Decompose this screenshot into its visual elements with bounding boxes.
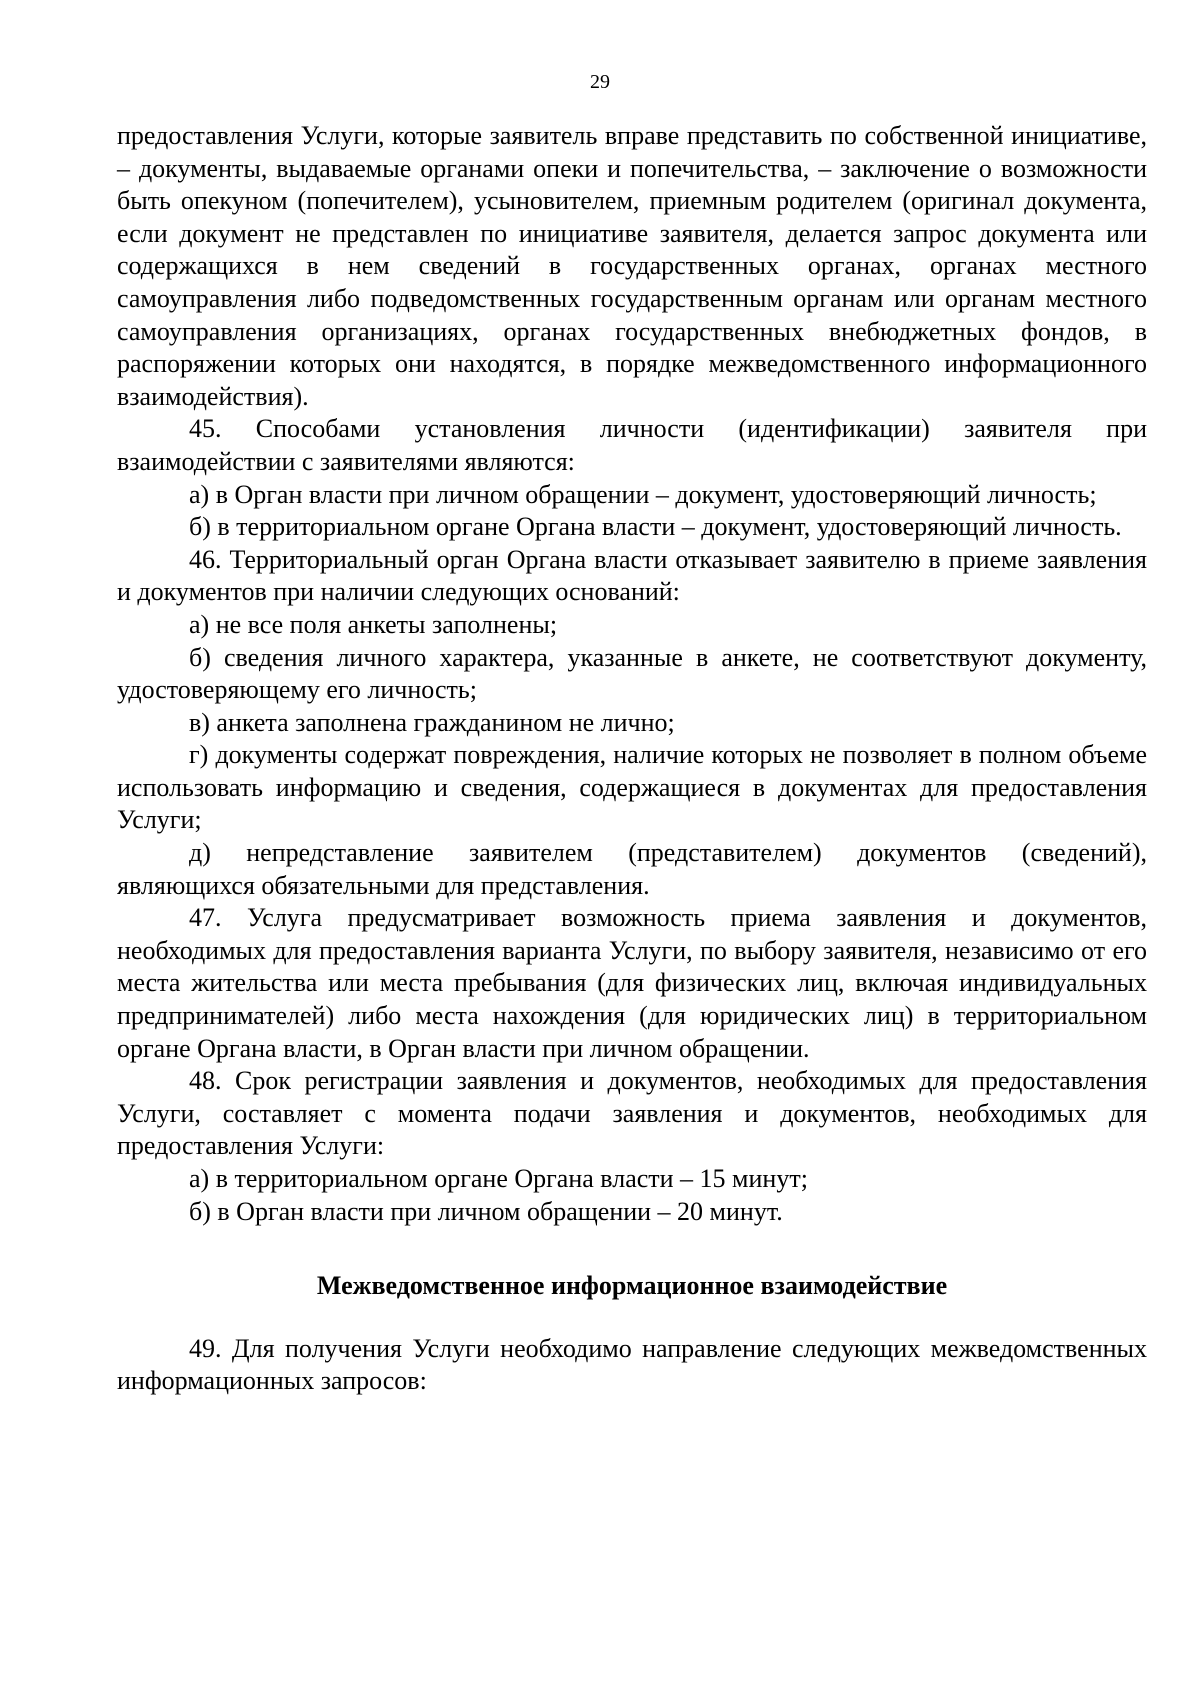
paragraph-continuation: предоставления Услуги, которые заявитель вправе представить по собственной инициативе, – документы, выдаваемые органами опеки и попечительства, – заключение о возможности быть опекуном (попечителем), усыновителем, приемным родителем (оригинал документа, если документ не представлен по инициативе заявителя, делается запрос документа или содержащихся в нем сведений в государственных органах, органах местного самоуправления либо подведомственных государственным органам или органам местного самоуправления организациях, органах государственных внебюджетных фондов, в распоряжении которых они находятся, в порядке межведомственного информационного взаимодействия). — [117, 121, 1147, 411]
paragraph-item-47: 47. Услуга предусматривает возможность приема заявления и документов, необходимых для предоставления варианта Услуги, по выбору заявителя, независимо от его места жительства или места пребывания (для физических лиц, включая индивидуальных предпринимателей) либо места нахождения (для юридических лиц) в территориальном органе Органа власти, в Орган власти при личном обращении. — [117, 903, 1147, 1063]
document-body — [117, 120, 1147, 1398]
paragraph-item-46-b: б) сведения личного характера, указанные в анкете, не соответствуют документу, удостоверяющему его личность; — [117, 642, 1147, 705]
paragraph-item-48-b: б) в Орган власти при личном обращении – 20 минут. — [189, 1196, 783, 1226]
page-number: 29 — [590, 71, 610, 93]
section-heading: Межведомственное информационное взаимодействие — [316, 1271, 948, 1301]
paragraph-item-46-v: в) анкета заполнена гражданином не лично; — [189, 707, 675, 737]
paragraph-item-45-a: а) в Орган власти при личном обращении – документ, удостоверяющий личность; — [189, 479, 1097, 509]
paragraph-item-46: 46. Территориальный орган Органа власти отказывает заявителю в приеме заявления и документов при наличии следующих оснований: — [117, 544, 1147, 607]
paragraph-item-46-g: г) документы содержат повреждения, наличие которых не позволяет в полном объеме использовать информацию и сведения, содержащиеся в документах для предоставления Услуги; — [117, 740, 1147, 835]
paragraph-item-48: 48. Срок регистрации заявления и документов, необходимых для предоставления Услуги, составляет с момента подачи заявления и документов, необходимых для предоставления Услуги: — [117, 1066, 1147, 1161]
paragraph-item-46-a: а) не все поля анкеты заполнены; — [189, 609, 558, 639]
paragraph-item-48-a: а) в территориальном органе Органа власти – 15 минут; — [189, 1164, 808, 1193]
paragraph-item-49: 49. Для получения Услуги необходимо направление следующих межведомственных информационных запросов: — [117, 1333, 1147, 1396]
paragraph-item-45: 45. Способами установления личности (идентификации) заявителя при взаимодействии с заявителями являются: — [117, 414, 1147, 476]
paragraph-item-46-d: д) непредставление заявителем (представителем) документов (сведений), являющихся обязательными для представления. — [117, 838, 1147, 900]
paragraph-item-45-b: б) в территориальном органе Органа власти – документ, удостоверяющий личность. — [189, 512, 1122, 542]
